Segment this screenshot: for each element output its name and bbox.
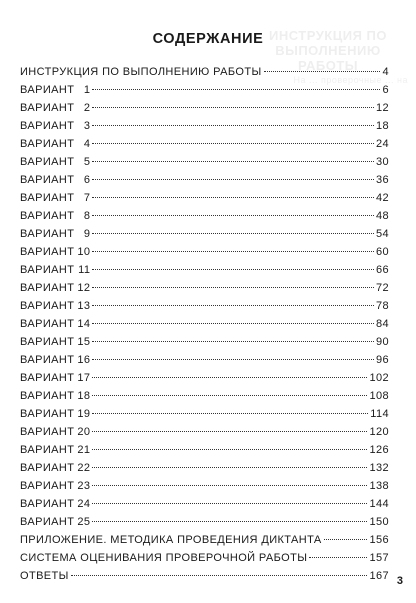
- toc-entry-label: ВАРИАНТ: [20, 192, 75, 204]
- toc-entry-number: 20: [77, 426, 91, 438]
- toc-entry-label: ВАРИАНТ: [20, 282, 75, 294]
- dot-leader: [92, 341, 374, 342]
- toc-entry: [20, 495, 389, 513]
- dot-leader: [92, 161, 374, 162]
- dot-leader: [92, 521, 367, 522]
- toc-entry-label: ВАРИАНТ: [20, 318, 75, 330]
- toc-entry-page: 12: [375, 102, 389, 114]
- dot-leader: [92, 287, 374, 288]
- toc-entry-label: ВАРИАНТ: [20, 498, 75, 510]
- dot-leader: [92, 215, 374, 216]
- toc-entry-number: 10: [77, 246, 91, 258]
- toc-entry-number: 11: [78, 264, 91, 276]
- toc-entry: [20, 441, 389, 459]
- toc-entry-number: 24: [77, 498, 91, 510]
- show-through-fragment: На ... проверочные ... на: [293, 75, 408, 85]
- toc-entry-label: ВАРИАНТ: [20, 228, 75, 240]
- page-number: 3: [396, 575, 403, 587]
- toc-entry: [20, 207, 389, 225]
- toc-entry-page: 48: [375, 210, 389, 222]
- toc-entry-page: 78: [375, 300, 389, 312]
- toc-entry: [20, 117, 389, 135]
- toc-entry: [20, 261, 389, 279]
- toc-entry: [20, 297, 389, 315]
- toc-entry-page: 84: [375, 318, 389, 330]
- toc-entry-label: ВАРИАНТ: [20, 426, 75, 438]
- toc-entry-page: 60: [375, 246, 389, 258]
- toc-entry-page: 30: [375, 156, 389, 168]
- toc-entry-number: 8: [83, 210, 91, 222]
- toc-entry-page: 102: [369, 372, 389, 384]
- toc-entry: [20, 351, 389, 369]
- toc-entry-number: 14: [77, 318, 91, 330]
- toc-entry-number: 22: [77, 462, 91, 474]
- toc-entry-label: ВАРИАНТ: [20, 246, 75, 258]
- dot-leader: [92, 197, 374, 198]
- toc-entry-page: 4: [382, 66, 389, 78]
- toc-entry: [20, 513, 389, 531]
- toc-entry-page: 157: [369, 552, 389, 564]
- toc-entry-number: 23: [77, 480, 91, 492]
- toc-entry: [20, 189, 389, 207]
- dot-leader: [92, 89, 380, 90]
- toc-entry-page: 96: [375, 354, 389, 366]
- toc-entry: [20, 135, 389, 153]
- toc-entry: [20, 405, 389, 423]
- toc-entry-label: ВАРИАНТ: [20, 102, 75, 114]
- toc-entry: [20, 225, 389, 243]
- toc-entry-page: 108: [369, 390, 389, 402]
- toc-entry-number: 5: [83, 156, 91, 168]
- toc-entry: [20, 243, 389, 261]
- dot-leader: [92, 413, 368, 414]
- dot-leader: [92, 467, 367, 468]
- toc-entry-label: ВАРИАНТ: [20, 84, 75, 96]
- dot-leader: [92, 431, 367, 432]
- toc-entry-label: СИСТЕМА ОЦЕНИВАНИЯ ПРОВЕРОЧНОЙ РАБОТЫ: [20, 552, 308, 564]
- dot-leader: [92, 125, 374, 126]
- toc-entry-number: 17: [77, 372, 91, 384]
- toc-entry-page: 120: [369, 426, 389, 438]
- toc-entry-number: 21: [77, 444, 91, 456]
- dot-leader: [92, 395, 367, 396]
- toc-entry-number: 3: [83, 120, 91, 132]
- toc-entry-label: ВАРИАНТ: [20, 264, 75, 276]
- dot-leader: [92, 179, 374, 180]
- dot-leader: [92, 377, 367, 378]
- toc-entry: [20, 99, 389, 117]
- toc-entry: [20, 333, 389, 351]
- toc-entry-page: 72: [375, 282, 389, 294]
- toc-entry: [20, 279, 389, 297]
- dot-leader: [92, 269, 374, 270]
- dot-leader: [92, 251, 374, 252]
- toc-entry-label: ВАРИАНТ: [20, 354, 75, 366]
- toc-entry-number: 9: [83, 228, 91, 240]
- toc-entry-page: 90: [375, 336, 389, 348]
- toc-entry-number: 12: [77, 282, 91, 294]
- toc-entry-label: ВАРИАНТ: [20, 138, 75, 150]
- dot-leader: [92, 233, 374, 234]
- toc-entry-label: ИНСТРУКЦИЯ ПО ВЫПОЛНЕНИЮ РАБОТЫ: [20, 66, 262, 78]
- show-through-heading-line2: РАБОТЫ: [297, 58, 359, 73]
- toc-entry-page: 132: [369, 462, 389, 474]
- toc-entry-number: 4: [83, 138, 91, 150]
- dot-leader: [324, 539, 368, 540]
- dot-leader: [92, 107, 374, 108]
- toc-entry: [20, 477, 389, 495]
- toc-entry-label: ВАРИАНТ: [20, 372, 75, 384]
- toc-entry: [20, 567, 389, 585]
- dot-leader: [71, 575, 368, 576]
- dot-leader: [92, 449, 367, 450]
- toc-entry-label: ВАРИАНТ: [20, 336, 75, 348]
- toc-entry-page: 126: [369, 444, 389, 456]
- toc-entry-label: ПРИЛОЖЕНИЕ. МЕТОДИКА ПРОВЕДЕНИЯ ДИКТАНТА: [20, 534, 322, 546]
- toc-entry-page: 54: [375, 228, 389, 240]
- toc-entry-page: 167: [369, 570, 389, 582]
- toc-entry: [20, 315, 389, 333]
- dot-leader: [309, 557, 367, 558]
- dot-leader: [92, 305, 374, 306]
- toc-entry-label: ВАРИАНТ: [20, 174, 75, 186]
- toc-entry-page: 150: [369, 516, 389, 528]
- toc-entry-page: 42: [375, 192, 389, 204]
- dot-leader: [92, 143, 374, 144]
- dot-leader: [92, 359, 374, 360]
- toc-entry-page: 24: [375, 138, 389, 150]
- toc-entry-number: 6: [83, 174, 91, 186]
- toc-entry: [20, 459, 389, 477]
- toc-entry: [20, 549, 389, 567]
- toc-entry: [20, 531, 389, 549]
- toc-entry-number: 1: [83, 84, 91, 96]
- toc-entry-page: 114: [370, 408, 389, 420]
- toc-entry: [20, 387, 389, 405]
- toc-entry-label: ВАРИАНТ: [20, 408, 75, 420]
- toc-entry-label: ВАРИАНТ: [20, 462, 75, 474]
- table-of-contents: [20, 63, 389, 585]
- toc-entry-label: ВАРИАНТ: [20, 444, 75, 456]
- dot-leader: [92, 503, 367, 504]
- toc-entry-page: 156: [369, 534, 389, 546]
- toc-entry: [20, 81, 389, 99]
- toc-entry-number: 7: [83, 192, 91, 204]
- toc-entry-page: 36: [375, 174, 389, 186]
- toc-entry: [20, 63, 389, 81]
- toc-entry-page: 144: [369, 498, 389, 510]
- toc-entry-page: 18: [375, 120, 389, 132]
- toc-entry-page: 138: [369, 480, 389, 492]
- toc-entry-number: 2: [83, 102, 91, 114]
- toc-entry-number: 15: [77, 336, 91, 348]
- toc-entry: [20, 153, 389, 171]
- toc-entry-label: ВАРИАНТ: [20, 300, 75, 312]
- toc-entry-page: 66: [375, 264, 389, 276]
- dot-leader: [92, 323, 374, 324]
- toc-entry-label: ВАРИАНТ: [20, 390, 75, 402]
- toc-entry: [20, 171, 389, 189]
- page-title: СОДЕРЖАНИЕ: [152, 31, 264, 47]
- show-through-heading: ИНСТРУКЦИЯ ПО ВЫПОЛНЕНИЮ: [268, 28, 387, 58]
- dot-leader: [264, 71, 381, 72]
- toc-entry-number: 16: [77, 354, 91, 366]
- toc-entry-label: ОТВЕТЫ: [20, 570, 69, 582]
- dot-leader: [92, 485, 367, 486]
- toc-entry: [20, 423, 389, 441]
- toc-entry-number: 13: [77, 300, 91, 312]
- toc-entry-number: 19: [77, 408, 91, 420]
- toc-entry-label: ВАРИАНТ: [20, 210, 75, 222]
- toc-entry-number: 25: [77, 516, 91, 528]
- toc-entry-number: 18: [77, 390, 91, 402]
- toc-entry: [20, 369, 389, 387]
- toc-entry-page: 6: [382, 84, 389, 96]
- toc-entry-label: ВАРИАНТ: [20, 120, 75, 132]
- toc-entry-label: ВАРИАНТ: [20, 516, 75, 528]
- toc-entry-label: ВАРИАНТ: [20, 480, 75, 492]
- toc-entry-label: ВАРИАНТ: [20, 156, 75, 168]
